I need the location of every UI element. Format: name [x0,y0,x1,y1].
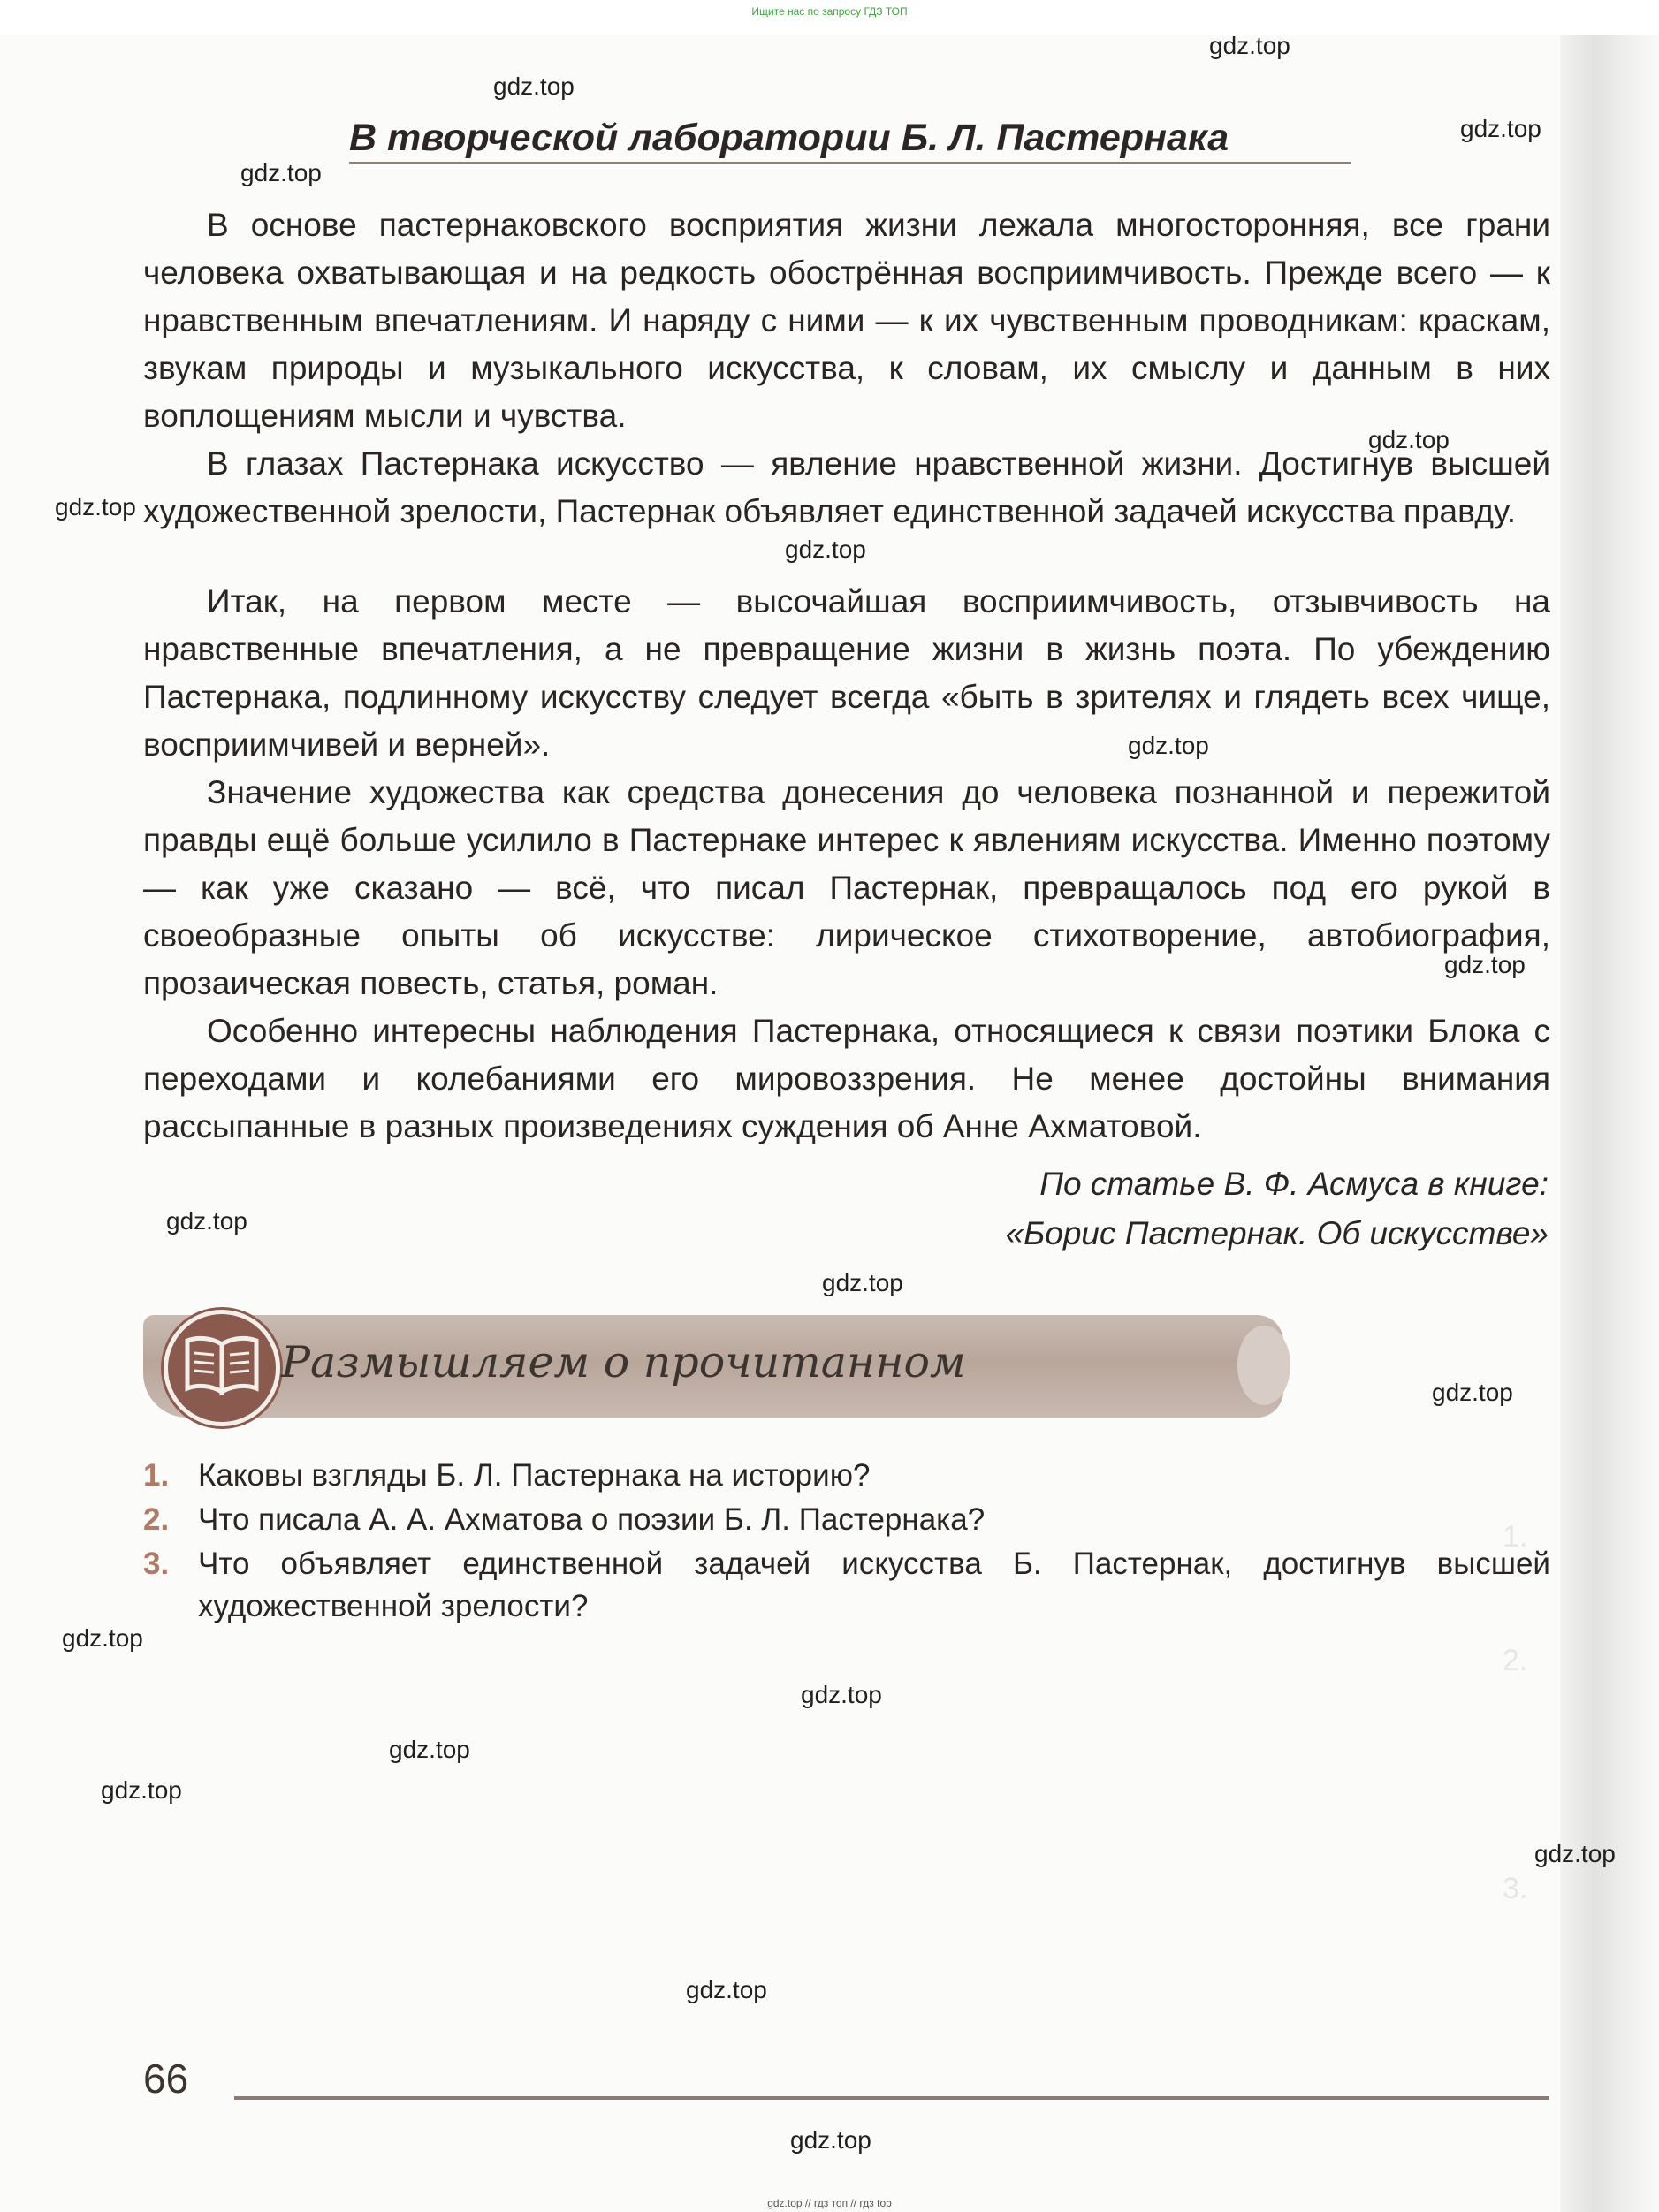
watermark: gdz.top [790,2126,871,2154]
watermark: gdz.top [686,1976,767,2003]
watermark: gdz.top [240,159,322,186]
reflection-badge [164,1310,280,1426]
question-number: 2. [143,1502,170,1537]
question-item [143,1499,1550,1541]
watermark: gdz.top [101,1776,182,1804]
watermark: gdz.top [55,493,136,521]
watermark: gdz.top [1209,32,1290,59]
page-binding-shadow [1560,35,1659,2212]
page-number: 66 [143,2056,189,2102]
paragraph: Особенно интересны наблюдения Пастернака, относящиеся к связи поэтики Блока с переходами и колебаниями его мировоззрения. Не менее достойны внимания рассыпанные в разных произведениях суждения об Анне Ахматовой. [143,1013,1550,1144]
paragraph: Итак, на первом месте — высочайшая восприимчивость, отзывчивость на нравственные впечатления, а не превращение жизни в жизнь поэта. По убеждению Пастернака, подлинному искусству следует всегда «быть в зрителях и глядеть всех чище, восприимчивей и верней». [143,583,1550,763]
watermark: gdz.top [166,1207,247,1235]
source-line-1: По статье В. Ф. Асмуса в книге: [1039,1166,1549,1202]
show-through-number: 2. [1503,1644,1528,1677]
question-text: Каковы взгляды Б. Л. Пастернака на историю? [198,1458,871,1493]
source-line-2: «Борис Пастернак. Об искусстве» [1005,1215,1549,1251]
reflection-banner-edge [1237,1326,1290,1405]
footer-rule [234,2096,1549,2100]
watermark: gdz.top [62,1624,143,1652]
reflection-title: Размышляем о прочитанном [281,1337,966,1387]
watermark: gdz.top [1460,115,1541,142]
paragraph: В основе пастернаковского восприятия жизни лежала многосторонняя, все грани человека охватывающая и на редкость обострённая восприимчивость. Прежде всего — к нравственным впечатлениям. И наряду с ними — к их чувственным проводникам: краскам, звукам природы и музыкального искусства, к словам, их смыслу и данным в них воплощениям мысли и чувства. [143,207,1550,434]
question-item [143,1455,1550,1497]
show-through-number: 3. [1503,1872,1528,1905]
watermark: gdz.top [822,1269,903,1296]
question-number: 3. [143,1547,170,1581]
watermark: gdz.top [493,72,575,100]
heading-underline [349,162,1351,164]
watermark: gdz.top [785,536,866,563]
question-text: Что объявляет единственной задачей искусства Б. Пастернак, достигнув высшей художественной зрелости? [198,1547,1550,1623]
watermark: gdz.top [389,1736,470,1763]
watermark: gdz.top [1432,1379,1513,1406]
open-book-icon [182,1334,262,1397]
question-number: 1. [143,1458,170,1493]
bottom-banner: gdz.top // гдз топ // гдз top [767,2197,892,2209]
watermark: gdz.top [1534,1840,1616,1867]
paragraph: Значение художества как средства донесения до человека познанной и пережитой правды ещё больше усилило в Пастернаке интерес к явлениям искусства. Именно поэтому — как уже сказано — всё, что писал Пастернак, превращалось под его рукой в своеобразные опыты об искусстве: лирическое стихотворение, автобиография, прозаическая повесть, статья, роман. [143,774,1550,1001]
question-list [143,1455,1550,1630]
top-banner: Ищите нас по запросу ГДЗ ТОП [751,5,908,18]
watermark: gdz.top [1128,732,1209,759]
watermark: gdz.top [1368,426,1450,453]
question-item [143,1543,1550,1628]
question-text: Что писала А. А. Ахматова о поэзии Б. Л. Пастернака? [198,1502,986,1537]
watermark: gdz.top [801,1681,882,1708]
watermark: gdz.top [1444,951,1526,978]
show-through-number: 1. [1503,1520,1528,1554]
paragraph: В глазах Пастернака искусство — явление нравственной жизни. Достигнув высшей художественной зрелости, Пастернак объявляет единственной задачей искусства правду. [143,445,1550,529]
section-heading: В творческой лаборатории Б. Л. Пастернака [349,117,1229,159]
